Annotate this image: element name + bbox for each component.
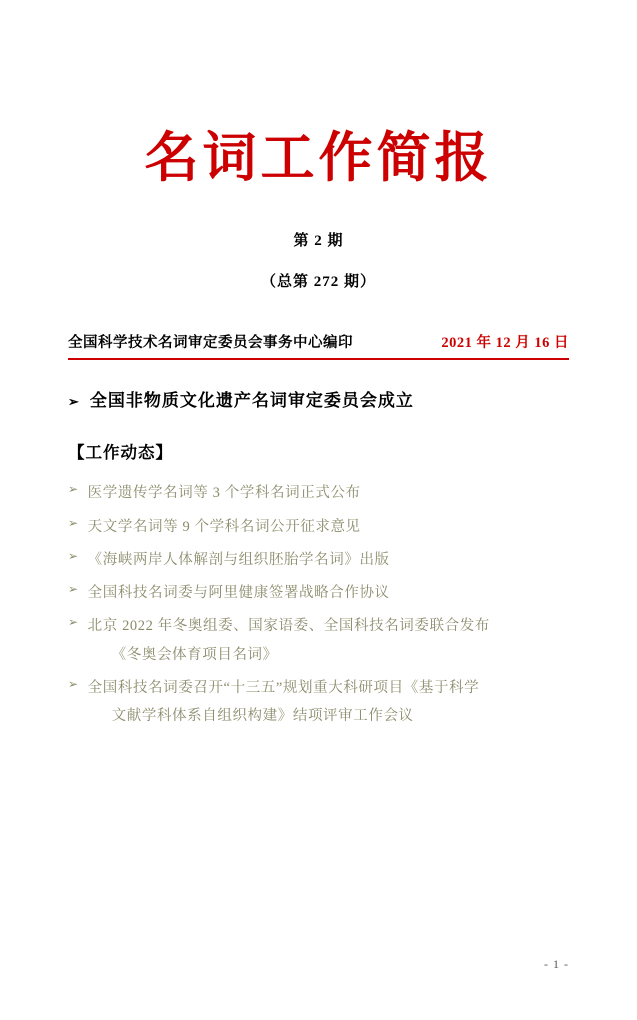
bullet-arrow-icon: ➢	[68, 394, 80, 410]
list-item-text	[88, 479, 569, 507]
byline	[68, 331, 569, 352]
lead-headline-text: 全国非物质文化遗产名词审定委员会成立	[89, 391, 414, 411]
list-item-line2: 文献学科体系自组织构建》结项评审工作会议	[111, 708, 414, 725]
table-of-contents	[68, 479, 569, 730]
issue-total-number: （总第 272 期）	[260, 274, 376, 291]
bullet-arrow-icon: ➢	[68, 482, 79, 497]
list-item	[68, 579, 569, 607]
list-item-line1: 天文学名词等 9 个学科名词公开征求意见	[87, 518, 361, 535]
list-item-line1: 全国科技名词委召开“十三五”规划重大科研项目《基于科学	[87, 679, 480, 696]
bullet-arrow-icon: ➢	[68, 615, 79, 630]
list-item	[68, 513, 569, 541]
list-item	[68, 612, 569, 669]
document-page	[0, 125, 637, 1020]
list-item-text	[88, 674, 569, 731]
list-item	[68, 674, 569, 731]
list-item-text	[88, 579, 569, 607]
list-item	[68, 479, 569, 507]
bullet-arrow-icon: ➢	[68, 582, 79, 597]
list-item-line1: 《海峡两岸人体解剖与组织胚胎学名词》出版	[87, 551, 390, 568]
list-item-line1: 北京 2022 年冬奥组委、国家语委、全国科技名词委联合发布	[87, 618, 490, 635]
list-item-text	[88, 513, 569, 541]
page-number: - 1 -	[544, 957, 569, 971]
publisher-name: 全国科学技术名词审定委员会事务中心编印	[68, 335, 353, 352]
bullet-arrow-icon: ➢	[68, 548, 79, 563]
list-item-line1: 医学遗传学名词等 3 个学科名词正式公布	[87, 485, 361, 502]
publication-date: 2021 年 12 月 16 日	[441, 335, 569, 352]
issue-number: 第 2 期	[293, 233, 344, 250]
section-title-work-updates: 【工作动态】	[68, 443, 173, 463]
masthead-title: 名词工作简报	[144, 125, 493, 189]
list-item-line2: 《冬奥会体育项目名词》	[111, 646, 278, 663]
list-item-text	[88, 612, 569, 669]
bullet-arrow-icon: ➢	[68, 676, 79, 691]
list-item-line1: 全国科技名词委与阿里健康签署战略合作协议	[87, 585, 390, 602]
list-item	[68, 546, 569, 574]
lead-headline	[68, 386, 569, 411]
list-item-text	[88, 546, 569, 574]
bullet-arrow-icon: ➢	[68, 515, 79, 530]
red-divider-rule	[68, 358, 569, 360]
